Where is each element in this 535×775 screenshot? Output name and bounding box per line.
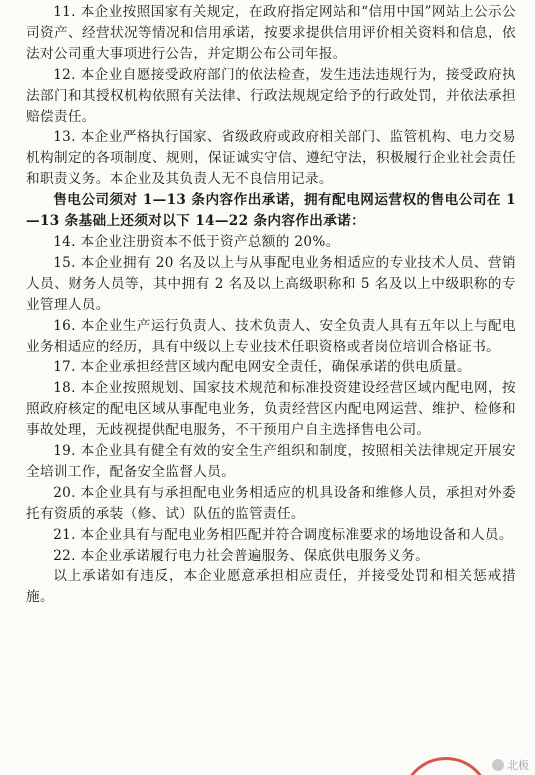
- paragraph-14: 14. 本企业注册资本不低于资产总额的 20%。: [53, 233, 340, 250]
- commitment-text: [26, 2, 516, 608]
- paragraph-19: 19. 本企业具有健全有效的安全生产组织和制度，按照相关法律规定开展安全培训工作，配备安全监督人员。: [26, 443, 516, 480]
- paragraph-13: 13. 本企业严格执行国家、省级政府或政府相关部门、监管机构、电力交易机构制定的各项制度、规则，保证诚实守信、遵纪守法，积极履行企业社会责任和职责义务。本企业及其负责人无不良信用记录。: [26, 129, 516, 188]
- paragraph-21: 21. 本企业具有与配电业务相匹配并符合调度标准要求的场地设备和人员。: [53, 526, 513, 543]
- paragraph-15: 15. 本企业拥有 20 名及以上与从事配电业务相适应的专业技术人员、营销人员、财务人员等，其中拥有 2 名及以上高级职称和 5 名及以上中级职称的专业管理人员。: [26, 254, 516, 313]
- paragraph-12: 12. 本企业自愿接受政府部门的依法检查，发生违法违规行为，接受政府执法部门和其授权机构依照有关法律、行政法规规定给予的行政处罚，并依法承担赔偿责任。: [26, 66, 516, 125]
- wechat-icon: [492, 759, 504, 771]
- paragraph-17: 17. 本企业承担经营区域内配电网安全责任，确保承诺的供电质量。: [53, 359, 471, 376]
- paragraph-16: 16. 本企业生产运行负责人、技术负责人、安全负责人具有五年以上与配电业务相适应的经历，具有中级以上专业技术任职资格或者岗位培训合格证书。: [26, 317, 516, 355]
- paragraph-20: 20. 本企业具有与承担配电业务相适应的机具设备和维修人员，承担对外委托有资质的承装（修、试）队伍的监管责任。: [26, 484, 516, 522]
- watermark: [492, 757, 529, 773]
- paragraph-11: 11. 本企业按照国家有关规定，在政府指定网站和“信用中国”网站上公示公司资产、经营状况等情况和信用承诺，按要求提供信用评价相关资料和信息，依法对公司重大事项进行公告，并定期公布公司年报。: [26, 4, 516, 62]
- section-heading: 售电公司须对 1—13 条内容作出承诺，拥有配电网运营权的售电公司在 1—13 条基础上还须对以下 14—22 条内容作出承诺：: [26, 192, 516, 230]
- paragraph-18: 18. 本企业按照规划、国家技术规范和标准投资建设经营区域内配电网，按照政府核定的配电区域从事配电业务，负责经营区内配电网运营、维护、检修和事故处理，无歧视提供配电服务，不干预用户自主选择售电公司。: [26, 380, 516, 439]
- company-seal: [402, 757, 490, 775]
- closing-statement: 以上承诺如有违反，本企业愿意承担相应责任，并接受处罚和相关惩戒措施。: [26, 568, 516, 606]
- watermark-text: 北极: [507, 759, 529, 772]
- paragraph-22: 22. 本企业承诺履行电力社会普遍服务、保底供电服务义务。: [53, 547, 430, 564]
